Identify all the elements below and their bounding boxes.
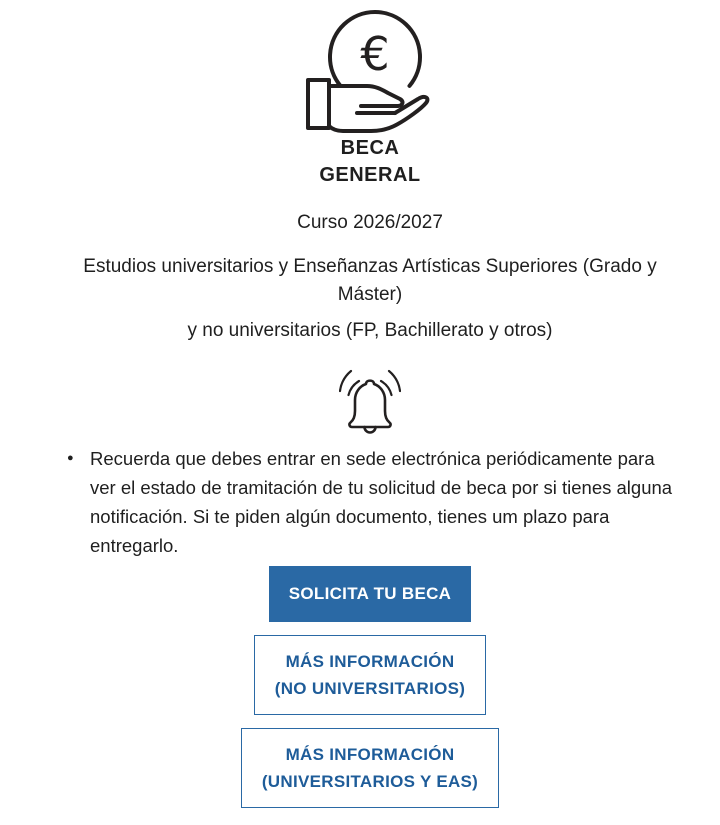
mas-informacion-no-universitarios-button[interactable] (254, 635, 487, 715)
button-label-line2: (UNIVERSITARIOS Y EAS) (261, 772, 479, 791)
studies-no-universitarios-text: y no universitarios (FP, Bachillerato y otros) (187, 320, 553, 341)
button-label-line1: MÁS INFORMACIÓN (285, 652, 455, 671)
euro-symbol: € (359, 27, 390, 81)
button-label-line1: MÁS INFORMACIÓN (285, 745, 455, 764)
action-buttons (20, 566, 720, 808)
reminder-list-item (67, 444, 720, 560)
bell-icon (339, 367, 401, 438)
beca-general-page (20, 0, 720, 808)
button-label-line2: (NO UNIVERSITARIOS) (274, 679, 466, 698)
studies-universitarios-text: Estudios universitarios y Enseñanzas Artísticas Superiores (Grado y Máster) (83, 256, 657, 305)
mas-informacion-universitarios-eas-button[interactable] (241, 728, 499, 808)
solicita-tu-beca-button[interactable]: SOLICITA TU BECA (269, 566, 472, 622)
page-title: BECA GENERAL (319, 137, 421, 186)
bullet-marker: ● (67, 452, 74, 464)
course-year: Curso 2026/2027 (297, 212, 443, 233)
euro-coin-in-hand-icon (303, 8, 438, 135)
reminder-text: Recuerda que debes entrar en sede electrónica periódicamente para ver el estado de tramitación de tu solicitud de beca por si tienes alguna notificación. Si te piden algún documento, tienes um plazo para entregarlo. (90, 448, 673, 556)
